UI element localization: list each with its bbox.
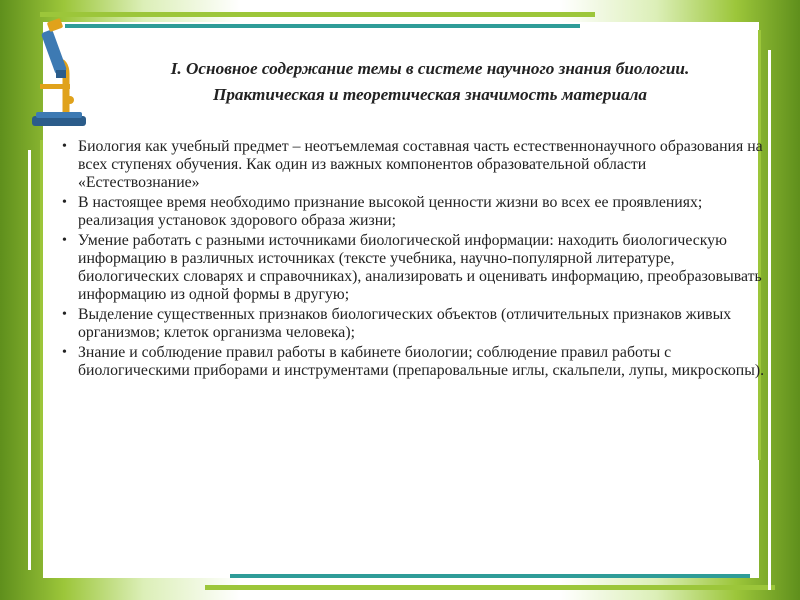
list-item: [56, 138, 766, 192]
list-item: [56, 344, 766, 380]
bullet-icon: •: [62, 233, 67, 248]
left-green-stripe: [40, 140, 43, 550]
top-teal-stripe: [65, 24, 580, 28]
list-item-text: Знание и соблюдение правил работы в кабинете биологии; соблюдение правил работы с биологическими приборами и инструментами (препаровальные иглы, скальпели, лупы, микроскопы).: [78, 344, 765, 379]
list-item: [56, 194, 766, 230]
bottom-green-stripe: [205, 585, 775, 590]
list-item-text: Умение работать с разными источниками биологической информации: находить биологическую информацию в различных источниках (тексте учебника, научно-популярной литературе, биологических словарях и справочниках), анализировать и оценивать информацию, преобразовывать информацию из одной формы в другую;: [78, 232, 762, 303]
title-line-1: I. Основное содержание темы в системе научного знания биологии.: [170, 59, 690, 78]
list-item-text: Биология как учебный предмет – неотъемлемая составная часть естественнонаучного образования на всех ступенях обучения. Как один из важных компонентов образовательной области «Естествознание»: [78, 138, 763, 191]
right-white-stripe: [768, 50, 771, 590]
list-item-text: Выделение существенных признаков биологических объектов (отличительных признаков живых организмов; клеток организма человека);: [78, 306, 732, 341]
bullet-icon: •: [62, 195, 67, 210]
list-item: [56, 232, 766, 304]
bullet-icon: •: [62, 345, 67, 360]
microscope-icon: [26, 12, 92, 132]
top-green-stripe: [40, 12, 595, 17]
list-item: [56, 306, 766, 342]
bullet-icon: •: [62, 139, 67, 154]
title-line-2: Практическая и теоретическая значимость материала: [212, 85, 648, 104]
bullet-list: [56, 138, 766, 382]
bottom-teal-stripe: [230, 574, 750, 578]
bullet-icon: •: [62, 307, 67, 322]
list-item-text: В настоящее время необходимо признание высокой ценности жизни во всех ее проявлениях; реализация установок здорового образа жизни;: [78, 194, 703, 229]
slide-title: [95, 56, 765, 108]
left-white-stripe: [28, 150, 31, 570]
